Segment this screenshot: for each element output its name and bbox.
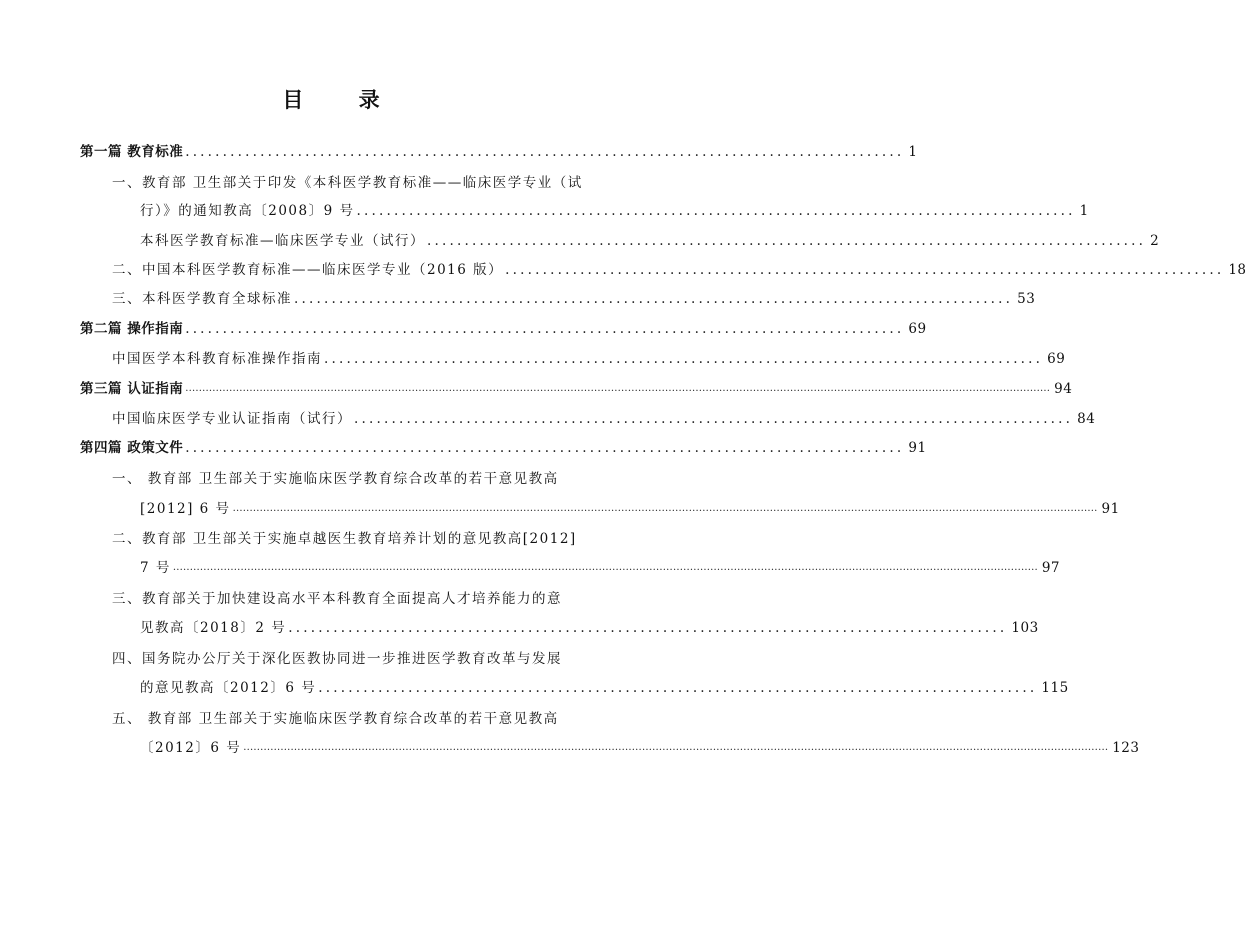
toc-entry-10-line1[interactable]	[112, 708, 583, 730]
toc-entry-8-line2[interactable]	[140, 617, 1039, 639]
toc-entry-1-sub[interactable]	[140, 230, 1160, 252]
toc-entry-title: 本科医学教育标准—临床医学专业（试行）	[140, 233, 425, 249]
dot-leader: ................................................................................................	[318, 680, 1038, 696]
toc-entry-title: 三、本科医学教育全球标准	[112, 291, 292, 307]
toc-part-2[interactable]	[80, 318, 927, 340]
dot-leader: ................................................................................................	[356, 203, 1076, 219]
toc-page-number: 18	[1228, 262, 1247, 278]
toc-part-1[interactable]	[80, 141, 918, 163]
toc-page-number: 94	[1054, 381, 1073, 397]
toc-entry-5[interactable]	[112, 408, 1096, 430]
toc-entry-6-line1[interactable]	[112, 468, 583, 490]
toc-entry-title: 第四篇 政策文件	[80, 440, 184, 456]
toc-page-number: 97	[1041, 560, 1061, 576]
toc-page-number: 69	[908, 321, 927, 337]
toc-entry-title: 二、教育部 卫生部关于实施卓越医生教育培养计划的意见教高[2012]	[112, 531, 577, 547]
dot-leader: ................................................................................................	[324, 351, 1044, 367]
toc-entry-title: 第一篇 教育标准	[80, 144, 184, 160]
toc-entry-title: 一、教育部 卫生部关于印发《本科医学教育标准——临床医学专业（试	[112, 175, 583, 191]
toc-page-number: 103	[1011, 620, 1039, 636]
toc-entry-title: 〔2012〕6 号	[140, 740, 242, 756]
dot-leader: ................................................................................................	[288, 620, 1008, 636]
toc-entry-7-line2[interactable]	[140, 557, 1061, 579]
toc-entry-title: 三、教育部关于加快建设高水平本科教育全面提高人才培养能力的意	[112, 591, 562, 607]
toc-entry-3[interactable]	[112, 288, 1036, 310]
toc-page-number: 2	[1150, 233, 1160, 249]
toc-entry-9-line1[interactable]	[112, 648, 583, 670]
toc-page-number: 115	[1041, 680, 1069, 696]
toc-entry-7-line1[interactable]	[112, 528, 583, 550]
toc-page-number: 53	[1017, 291, 1036, 307]
dot-leader: ................................................................................................	[294, 291, 1014, 307]
toc-part-4[interactable]	[80, 437, 927, 459]
dot-leader: ................................................................................................	[427, 233, 1147, 249]
dot-leader: ................................................................................................	[354, 411, 1074, 427]
toc-entry-title: 中国临床医学专业认证指南（试行）	[112, 411, 352, 427]
dot-leader: ................................................................................................................................................................................................................................................................	[185, 383, 1051, 394]
toc-entry-title: 第三篇 认证指南	[80, 381, 184, 397]
toc-entry-title: 五、 教育部 卫生部关于实施临床医学教育综合改革的若干意见教高	[112, 711, 559, 727]
toc-page-number: 1	[908, 144, 918, 160]
dot-leader: ................................................................................................................................................................................................................................................................	[243, 742, 1109, 753]
toc-entry-1-line2[interactable]	[140, 200, 1089, 222]
toc-entry-title: 见教高〔2018〕2 号	[140, 620, 287, 636]
dot-leader: ................................................................................................	[185, 144, 905, 160]
dot-leader: ................................................................................................	[185, 440, 905, 456]
toc-entry-9-line2[interactable]	[140, 677, 1069, 699]
toc-page-number: 123	[1112, 740, 1140, 756]
toc-entry-title: 的意见教高〔2012〕6 号	[140, 680, 317, 696]
toc-entry-8-line1[interactable]	[112, 588, 583, 610]
toc-entry-title: [2012] 6 号	[140, 501, 231, 517]
toc-entry-title: 一、 教育部 卫生部关于实施临床医学教育综合改革的若干意见教高	[112, 471, 559, 487]
toc-entry-title: 四、国务院办公厅关于深化医教协同进一步推进医学教育改革与发展	[112, 651, 562, 667]
toc-entry-title: 第二篇 操作指南	[80, 321, 184, 337]
toc-page-number: 84	[1077, 411, 1096, 427]
toc-entry-title: 中国医学本科教育标准操作指南	[112, 351, 322, 367]
toc-entry-10-line2[interactable]	[140, 737, 1140, 759]
toc-entry-title: 二、中国本科医学教育标准——临床医学专业（2016 版）	[112, 262, 504, 278]
toc-part-3[interactable]	[80, 378, 1073, 400]
toc-entry-4[interactable]	[112, 348, 1066, 370]
toc-page-number: 91	[1101, 501, 1120, 517]
dot-leader: ................................................................................................	[505, 262, 1225, 278]
dot-leader: ................................................................................................................................................................................................................................................................	[172, 562, 1038, 573]
dot-leader: ................................................................................................................................................................................................................................................................	[232, 503, 1098, 514]
toc-entry-6-line2[interactable]	[140, 498, 1120, 520]
toc-page-number: 91	[908, 440, 927, 456]
toc-entry-title: 7 号	[140, 560, 171, 576]
dot-leader: ................................................................................................	[185, 321, 905, 337]
toc-page-number: 1	[1079, 203, 1089, 219]
toc-entry-1-line1[interactable]	[112, 172, 583, 194]
toc-entry-2[interactable]	[112, 259, 1247, 281]
toc-page-number: 69	[1047, 351, 1066, 367]
page-title: 目 录	[282, 88, 404, 112]
toc-entry-title: 行）》的通知教高〔2008〕9 号	[140, 203, 355, 219]
